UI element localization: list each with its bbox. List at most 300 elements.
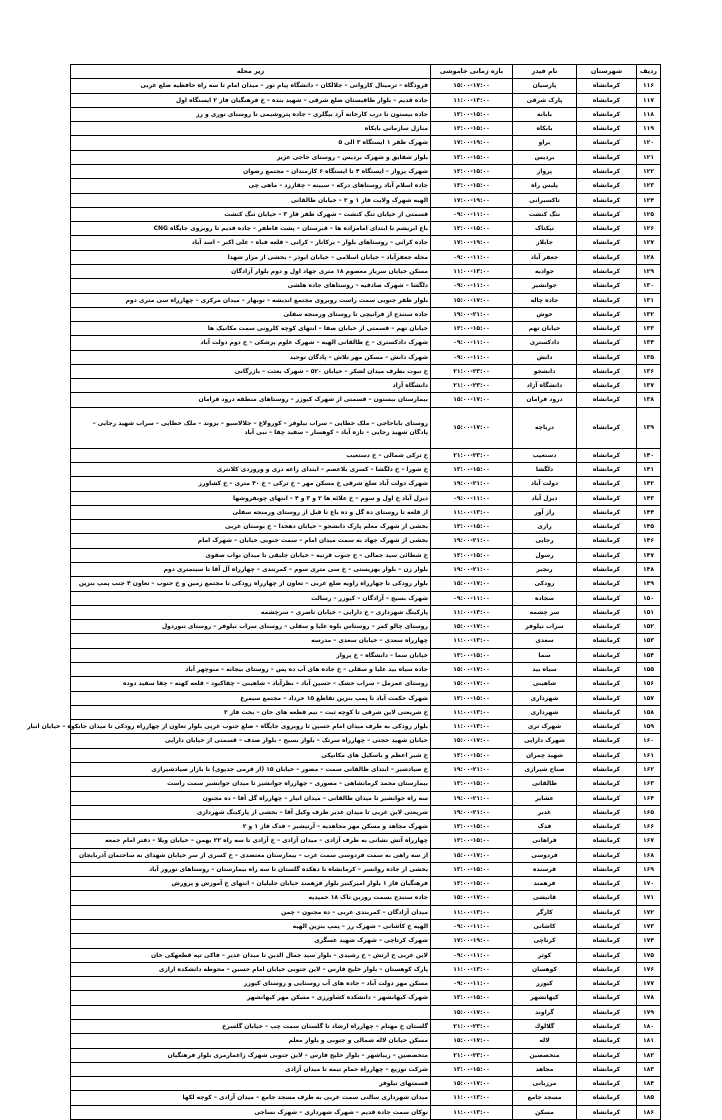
cell-city: کرمانشاه [577,891,637,905]
cell-radif: ۱۴۹ [637,577,661,591]
cell-feeder: بابانه [513,107,577,121]
cell-feeder: کاشانی [513,920,577,934]
cell-radif: ۱۳۱ [637,293,661,307]
cell-time: ۱۵:۰۰-۱۷:۰۰ [431,677,513,691]
cell-area: خ شطائی سید جمالی – خ جنوب قرنیه – خیابان جلیقی تا میدان نواب صفوی [71,548,431,562]
cell-radif: ۱۷۵ [637,948,661,962]
cell-radif: ۱۶۲ [637,762,661,776]
cell-time: ۱۵:۰۰-۱۷:۰۰ [431,407,513,448]
cell-area: جاده اسلام آباد روستاهای درکه – سبینه – چقازرد – ماهی چی [71,179,431,193]
cell-time: ۱۵:۰۰-۱۷:۰۰ [431,393,513,407]
table-row [71,648,661,662]
cell-radif: ۱۲۶ [637,222,661,236]
cell-radif: ۱۲۹ [637,264,661,278]
cell-radif: ۱۴۴ [637,505,661,519]
cell-radif: ۱۳۰ [637,279,661,293]
cell-city: کرمانشاه [577,491,637,505]
cell-city: کرمانشاه [577,93,637,107]
cell-area: فرودگاه – ترمینال کاروانی – جلالکان – دانشگاه پیام نور – میدان امام تا سه راه حافظیه ضلع غربی [71,79,431,93]
cell-area: سه راه جوانشیر تا میدان طالقانی – میدان انبار – چهارراه گل آقا – ده مجنون [71,791,431,805]
cell-city: کرمانشاه [577,279,637,293]
cell-time: ۱۱:۰۰-۱۳:۰۰ [431,705,513,719]
cell-time: ۱۳:۰۰-۱۵:۰۰ [431,179,513,193]
cell-feeder: فرسنده [513,862,577,876]
cell-feeder: دیزل آباد [513,491,577,505]
cell-city: کرمانشاه [577,1034,637,1048]
cell-time: ۱۳:۰۰-۱۵:۰۰ [431,548,513,562]
outage-schedule-sheet [27,64,660,1120]
cell-area: خ نبوت بطرف میدان لشکر – خیابان ۵۲۰ – شهرک بعثت – بازرگانی [71,364,431,378]
cell-radif: ۱۷۰ [637,877,661,891]
table-row [71,662,661,676]
cell-area: شهرک دادکستری – خ طالقانی الهیه – شهرک علوم پزشکی – خ دوم دولت آباد [71,336,431,350]
cell-radif: ۱۸۶ [637,1105,661,1119]
table-row [71,463,661,477]
cell-area: بیمارستان بیستون – قسمتی از شهرک کیوزر – روستاهای منطقه درود فرامان [71,393,431,407]
cell-time: ۱۱:۰۰-۱۳:۰۰ [431,505,513,519]
cell-radif: ۱۶۳ [637,777,661,791]
cell-area: خیابان تهم – قسمتی از خیابان صفا – انتهای کوچه کلرونی سمت مکانیک ها [71,322,431,336]
cell-city: کرمانشاه [577,236,637,250]
table-row [71,79,661,93]
cell-time: ۱۹:۰۰-۲۱:۰۰ [431,805,513,819]
cell-time: ۱۳:۰۰-۱۵:۰۰ [431,1062,513,1076]
cell-area: جاده سنندج از فرانیچی تا روستای ورمنجه سفلی [71,307,431,321]
cell-time: ۲۱:۰۰-۲۳:۰۰ [431,1020,513,1034]
cell-city: کرمانشاه [577,293,637,307]
cell-city: کرمانشاه [577,677,637,691]
cell-feeder: مرزبانی [513,1077,577,1091]
cell-feeder: شهید چمران [513,748,577,762]
cell-feeder: سعدی [513,634,577,648]
cell-radif: ۱۶۷ [637,834,661,848]
cell-area: محله جعفرآباد – خیابان اسلامی – خیابان ابوذر – بخشی از مزار شهدا [71,250,431,264]
cell-feeder: دولت آباد [513,477,577,491]
cell-area: شهرک مجاهد و مسکن مهر مجاهدیه – آرتیشیر – فدک فاز ۱ و ۲ [71,820,431,834]
table-row [71,563,661,577]
cell-area: شهرک دانش – مسکن مهر تلاش – پادگان توحید [71,350,431,364]
cell-feeder: کیهانشهر [513,991,577,1005]
cell-radif: ۱۶۵ [637,805,661,819]
cell-radif: ۱۴۲ [637,477,661,491]
cell-radif: ۱۳۲ [637,307,661,321]
table-row [71,891,661,905]
cell-area: دلگشا – شهرک صادقیه – روستاهای جاده هلشی [71,279,431,293]
cell-feeder: صباح شیرازی [513,762,577,776]
cell-area: بخشی از شهرک جهاد به سمت میدان امام – سمت جنوبی خیابان – شهرک امام [71,534,431,548]
cell-time: ۱۹:۰۰-۲۱:۰۰ [431,563,513,577]
cell-area: متخصصین – زیباشهر – بلوار خلیج فارس – لاین جنوبی شهرک زاغمارمری بلوار فرهنگیان [71,1048,431,1062]
cell-feeder: رازی [513,520,577,534]
cell-radif: ۱۴۸ [637,563,661,577]
cell-city: کرمانشاه [577,905,637,919]
cell-radif: ۱۸۲ [637,1048,661,1062]
cell-time: ۱۷:۰۰-۱۹:۰۰ [431,136,513,150]
cell-area: مسکن خیابان سرباز معصوم ۱۸ متری جهاد اول و دوم بلوار آزادگان [71,264,431,278]
cell-radif: ۱۳۷ [637,379,661,393]
cell-city: کرمانشاه [577,222,637,236]
cell-feeder: سراب نیلوفر [513,620,577,634]
cell-city: کرمانشاه [577,862,637,876]
cell-area: منازل سازمانی بابکاه [71,122,431,136]
cell-feeder: راز آور [513,505,577,519]
table-row [71,1062,661,1076]
cell-area: پارکینگ شهرداری – خ دارایی – خیابان ناصری – سرچشمه [71,605,431,619]
cell-time: ۱۳:۰۰-۱۵:۰۰ [431,691,513,705]
cell-area: شهرک کیهانشهر – دانشکده کشاورزی – مسکن مهر کیهانشهر [71,991,431,1005]
cell-area: بلوار شقایق و شهرک بردیس – روستای حاجی عزیز [71,150,431,164]
cell-city: کرمانشاه [577,705,637,719]
cell-feeder: بابکاه [513,122,577,136]
cell-time: ۰۹:۰۰-۱۱:۰۰ [431,336,513,350]
table-row [71,977,661,991]
table-row [71,634,661,648]
cell-city: کرمانشاه [577,962,637,976]
table-row [71,136,661,150]
cell-feeder: دستغیب [513,448,577,462]
cell-area: شهرک دولت آباد ضلع شرقی خ مسکن مهر – خ ترکی – خ ۴۰ متری – خ کشاورز [71,477,431,491]
cell-city: کرمانشاه [577,720,637,734]
cell-feeder: کوثر [513,948,577,962]
table-row [71,1077,661,1091]
cell-feeder: پارک شرقی [513,93,577,107]
table-row [71,1048,661,1062]
cell-radif: ۱۲۳ [637,179,661,193]
cell-radif: ۱۷۱ [637,891,661,905]
cell-feeder: کوهسان [513,962,577,976]
table-row [71,948,661,962]
cell-feeder: پرواز [513,164,577,178]
cell-city: کرمانشاه [577,463,637,477]
cell-radif: ۱۸۳ [637,1062,661,1076]
cell-feeder: تاکسیرانی [513,193,577,207]
cell-feeder: جاده چاله [513,293,577,307]
cell-area: بلوار زن – بلوار بهزیستی – خ سی متری سوم – کمربندی – چهارراه آل آقا تا سینمتری دوم [71,563,431,577]
table-row [71,1105,661,1119]
cell-time: ۱۵:۰۰-۱۷:۰۰ [431,1077,513,1091]
cell-radif: ۱۶۶ [637,820,661,834]
cell-city: کرمانشاه [577,1077,637,1091]
cell-time: ۱۳:۰۰-۱۵:۰۰ [431,862,513,876]
cell-time: ۱۳:۰۰-۱۵:۰۰ [431,648,513,662]
cell-area: مسکن مهر دولت آباد – جاده های آب روستایی و روستای کیوزر [71,977,431,991]
cell-city: کرمانشاه [577,834,637,848]
cell-radif: ۱۱۸ [637,107,661,121]
table-row [71,762,661,776]
cell-area: دیزل آباد خ اول و سوم – خ علائه ها ۲ و ۳ و ۴ – انتهای چوبفروشها [71,491,431,505]
table-row [71,820,661,834]
cell-city: کرمانشاه [577,407,637,448]
table-row [71,705,661,719]
cell-time: ۱۳:۰۰-۱۵:۰۰ [431,877,513,891]
cell-radif: ۱۷۸ [637,991,661,1005]
cell-time: ۱۹:۰۰-۲۱:۰۰ [431,477,513,491]
cell-city: کرمانشاه [577,448,637,462]
cell-feeder: رنجبر [513,563,577,577]
table-row [71,834,661,848]
cell-area: بلوار رودکی تا چهارراه زاویه ضلع غربی – تعاون از چهارراه رودکی تا مجتمع زمین و خ جنوب – تعاون ۴ جنب پمپ بنزین [71,577,431,591]
cell-time: ۲۱:۰۰-۲۳:۰۰ [431,448,513,462]
table-row [71,1034,661,1048]
cell-radif: ۱۲۱ [637,150,661,164]
cell-feeder: پلیس راه [513,179,577,193]
cell-city: کرمانشاه [577,1005,637,1019]
cell-feeder: رجایی [513,534,577,548]
header-feeder: نام فیدر [513,65,577,79]
cell-feeder: فرهمند [513,877,577,891]
cell-radif: ۱۱۷ [637,93,661,107]
cell-feeder: سر چشمه [513,605,577,619]
cell-time: ۱۵:۰۰-۱۷:۰۰ [431,891,513,905]
cell-time: ۱۳:۰۰-۱۵:۰۰ [431,820,513,834]
cell-city: کرمانشاه [577,791,637,805]
cell-radif: ۱۵۹ [637,720,661,734]
cell-city: کرمانشاه [577,164,637,178]
table-row [71,164,661,178]
cell-area: میدان آزادگان – کمربندی غربی – ده مجنون – چمن [71,905,431,919]
cell-city: کرمانشاه [577,605,637,619]
cell-city: کرمانشاه [577,777,637,791]
cell-city: کرمانشاه [577,1048,637,1062]
cell-time: ۱۵:۰۰-۱۷:۰۰ [431,1005,513,1019]
table-row [71,250,661,264]
table-row [71,720,661,734]
table-row [71,307,661,321]
cell-city: کرمانشاه [577,691,637,705]
cell-radif: ۱۴۱ [637,463,661,477]
cell-area: خ صیادشیر – ابتدای طالقانی سمت – مصور – خیابان ۱۵ (از قرمی خدیوی) تا بازار صیادشیرازی [71,762,431,776]
cell-feeder: لاله [513,1034,577,1048]
cell-time: ۰۹:۰۰-۱۱:۰۰ [431,350,513,364]
cell-radif: ۱۸۴ [637,1077,661,1091]
table-row [71,520,661,534]
table-row [71,862,661,876]
cell-area: شرکت توزیع – چهارراه حمام نیمه تا میدان آزادی [71,1062,431,1076]
cell-city: کرمانشاه [577,534,637,548]
cell-time: ۱۱:۰۰-۱۳:۰۰ [431,905,513,919]
cell-radif: ۱۳۴ [637,336,661,350]
cell-area: جاده قدیم – بلوار طاقبستان ضلع شرقی – شهید بنده – خ فرهنگیان فاز ۲ ایستگاه اول [71,93,431,107]
cell-feeder: طالقانی [513,777,577,791]
table-row [71,777,661,791]
cell-city: کرمانشاه [577,748,637,762]
cell-time: ۱۳:۰۰-۱۵:۰۰ [431,991,513,1005]
cell-city: کرمانشاه [577,934,637,948]
table-row [71,962,661,976]
cell-radif: ۱۷۹ [637,1005,661,1019]
cell-feeder: سما [513,648,577,662]
cell-radif: ۱۸۰ [637,1020,661,1034]
cell-time: ۱۹:۰۰-۲۱:۰۰ [431,534,513,548]
table-row [71,691,661,705]
table-row [71,548,661,562]
table-row [71,150,661,164]
table-row [71,193,661,207]
cell-city: کرمانشاه [577,107,637,121]
cell-radif: ۱۵۱ [637,605,661,619]
cell-city: کرمانشاه [577,948,637,962]
cell-area: باغ ابریشم تا ابتدای امامزاده ها – قبرستان – پشت قاطفر – جاده قدیم تا رویروی جایگاه CNG [71,222,431,236]
cell-time: ۱۳:۰۰-۱۵:۰۰ [431,150,513,164]
cell-time: ۱۵:۰۰-۱۷:۰۰ [431,577,513,591]
table-row [71,734,661,748]
header-radif: ردیف [637,65,661,79]
cell-area: جاده سنندج بسمت روزبن تاک ۱۸ حمیدیه [71,891,431,905]
cell-feeder: مسکن [513,1105,577,1119]
header-city: شهرستان [577,65,637,79]
cell-feeder: پارسیان [513,79,577,93]
cell-time: ۱۱:۰۰-۱۳:۰۰ [431,962,513,976]
cell-city: کرمانشاه [577,620,637,634]
cell-city: کرمانشاه [577,877,637,891]
cell-time: ۱۹:۰۰-۲۱:۰۰ [431,791,513,805]
cell-city: کرمانشاه [577,207,637,221]
cell-area: خیابان سما – دانشگاه – خ پرواز [71,648,431,662]
cell-city: کرمانشاه [577,1091,637,1105]
cell-radif: ۱۳۳ [637,322,661,336]
cell-feeder: جعفر آباد [513,250,577,264]
cell-time: ۱۱:۰۰-۱۳:۰۰ [431,93,513,107]
cell-area [71,1005,431,1019]
cell-area: جاده بیستون تا درب کارخانه آرد بیگلری – جاده پتروشیمی تا روستای نوری و رز [71,107,431,121]
cell-city: کرمانشاه [577,150,637,164]
cell-area: قسمتی از خیابان تنگ کنشت – شهرک ظفر فاز ۳ – خیابان تنگ کنشت [71,207,431,221]
cell-area: از سه راهی به سمت فردوسی سمت غرب – بیمارستان معتضدی – خ کسری از سر خیابان شهدای به ساختمان آذربایجان [71,848,431,862]
cell-feeder: تنگ کنشت [513,207,577,221]
cell-feeder: مجاهد [513,1062,577,1076]
cell-city: کرمانشاه [577,393,637,407]
cell-area: جاده سیاه بید علیا و سفلی – خ جاده های آب ده پس – روستای بیجانه – منوچهر آباد [71,662,431,676]
cell-radif: ۱۶۸ [637,848,661,862]
cell-feeder: مسجد جامع [513,1091,577,1105]
cell-radif: ۱۴۷ [637,548,661,562]
cell-feeder: شهرک دارایی [513,734,577,748]
cell-radif: ۱۲۵ [637,207,661,221]
table-row [71,491,661,505]
cell-time: ۱۳:۰۰-۱۵:۰۰ [431,222,513,236]
table-row [71,350,661,364]
cell-area: بخشی از جاده روانسر – کرمانشاه تا دهکده گلستان تا سه راه بیمارستان – روستاهای نوروز آباد [71,862,431,876]
cell-time: ۰۹:۰۰-۱۱:۰۰ [431,207,513,221]
cell-area: فرهنگیان فاز ۱ بلوار امیرکبیر بلوار فرهمند خیابان جلیلیان – انتهای خ آموزش و پرورش [71,877,431,891]
cell-feeder: رودکی [513,577,577,591]
table-row [71,805,661,819]
cell-area: جاده کرانی – روستاهای بلوار – برکانار – کرانی – قلعه فباه – علی اکبر – اسد آباد [71,236,431,250]
cell-feeder: سیاه بید [513,662,577,676]
table-row [71,477,661,491]
cell-city: کرمانشاه [577,1062,637,1076]
table-row [71,236,661,250]
cell-radif: ۱۲۸ [637,250,661,264]
cell-time: ۱۳:۰۰-۱۵:۰۰ [431,520,513,534]
cell-time: ۰۹:۰۰-۱۱:۰۰ [431,977,513,991]
cell-feeder: کارگر [513,905,577,919]
cell-city: کرمانشاه [577,563,637,577]
cell-city: کرمانشاه [577,1105,637,1119]
cell-time: ۰۹:۰۰-۱۱:۰۰ [431,948,513,962]
cell-time: ۱۹:۰۰-۲۱:۰۰ [431,307,513,321]
cell-radif: ۱۴۶ [637,534,661,548]
cell-radif: ۱۵۷ [637,691,661,705]
cell-city: کرمانشاه [577,122,637,136]
cell-city: کرمانشاه [577,1020,637,1034]
cell-feeder: سجاده [513,591,577,605]
cell-feeder: غدیر [513,805,577,819]
cell-feeder: براو [513,136,577,150]
cell-city: کرمانشاه [577,920,637,934]
cell-feeder: دلگشا [513,463,577,477]
cell-feeder: فراهانی [513,834,577,848]
header-area: زیر محله [71,65,431,79]
cell-time: ۱۵:۰۰-۱۷:۰۰ [431,848,513,862]
cell-area: شهرک کرتاچی – شهرک شهید عسگری [71,934,431,948]
cell-time: ۰۹:۰۰-۱۱:۰۰ [431,279,513,293]
cell-city: کرمانشاه [577,991,637,1005]
cell-city: کرمانشاه [577,179,637,193]
table-row [71,293,661,307]
cell-feeder: کیوزر [513,977,577,991]
cell-city: کرمانشاه [577,591,637,605]
cell-area: خیابان شهید حجتی – چهارراه سرتک – بلوار بسیح – بلوار صدف – قسمتی از خیابان دارایی [71,734,431,748]
table-row [71,591,661,605]
cell-area: مسکن خیابان لاله شمالی و جنوبی و بلوار معلم [71,1034,431,1048]
table-row [71,791,661,805]
cell-area: الهیه خ کاشانی – شهرک رز – پمپ بنزین الهیه [71,920,431,934]
table-row [71,222,661,236]
cell-city: کرمانشاه [577,264,637,278]
table-row [71,122,661,136]
table-row [71,179,661,193]
table-row [71,920,661,934]
cell-time: ۰۹:۰۰-۱۱:۰۰ [431,491,513,505]
cell-feeder: تیکتاک [513,222,577,236]
cell-area: بیمارستان محمد کرمانشاهی – مصوری – چهارراه جوانشیر تا میدان جوانشیر سمت راست [71,777,431,791]
table-row [71,848,661,862]
cell-time: ۲۱:۰۰-۲۳:۰۰ [431,379,513,393]
cell-radif: ۱۲۷ [637,236,661,250]
cell-radif: ۱۶۰ [637,734,661,748]
cell-time: ۱۱:۰۰-۱۳:۰۰ [431,1091,513,1105]
cell-city: کرمانشاه [577,505,637,519]
cell-feeder: جوادیه [513,264,577,278]
cell-time: ۱۳:۰۰-۱۵:۰۰ [431,777,513,791]
cell-feeder: جوانشیر [513,279,577,293]
table-row [71,620,661,634]
cell-feeder: شاهینی [513,677,577,691]
table-row [71,1005,661,1019]
cell-area: از قلعه تا روستای ده گل و ده باغ تا قبل از روستای ورمنجه سفلی [71,505,431,519]
cell-radif: ۱۵۶ [637,677,661,691]
cell-city: کرمانشاه [577,634,637,648]
cell-area: شریعتی لاین غربی تا میدان غدیر طرف وکیل آقا – بخشی از پارکینگ شهرداری [71,805,431,819]
table-row [71,605,661,619]
cell-area: چهارراه آتش نشانی به طرف آزادی – میدان آزادی – خ آزادی تا سه راه ۲۲ بهمن – خیابان ویلا – دفتر امام جمعه [71,834,431,848]
table-row [71,107,661,121]
cell-feeder: شهرداری [513,691,577,705]
cell-feeder: متخصصین [513,1048,577,1062]
cell-area: خ ترکی شمالی – خ دستغیب [71,448,431,462]
cell-city: کرمانشاه [577,364,637,378]
cell-feeder: دانش [513,350,577,364]
cell-feeder: خیابان تهم [513,322,577,336]
table-row [71,207,661,221]
table-row [71,322,661,336]
table-row [71,93,661,107]
cell-radif: ۱۷۲ [637,905,661,919]
cell-city: کرمانشاه [577,193,637,207]
cell-city: کرمانشاه [577,805,637,819]
cell-time: ۱۱:۰۰-۱۳:۰۰ [431,634,513,648]
